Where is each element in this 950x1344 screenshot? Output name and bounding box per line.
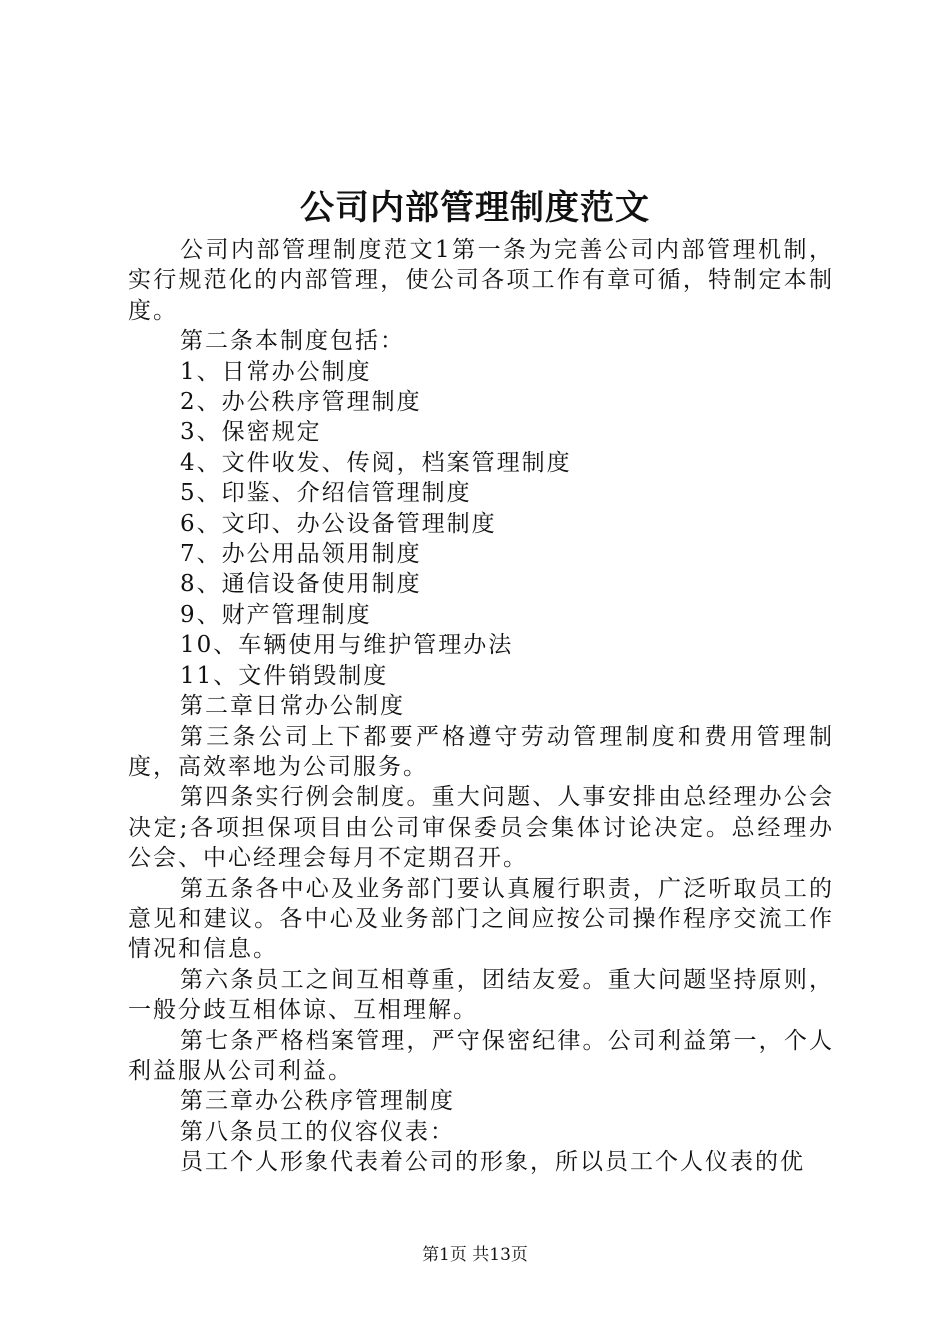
document-body (128, 235, 834, 1178)
paragraph: 第六条员工之间互相尊重，团结友爱。重大问题坚持原则，一般分歧互相体谅、互相理解。 (128, 966, 834, 1024)
paragraph: 员工个人形象代表着公司的形象，所以员工个人仪表的优 (180, 1149, 805, 1176)
paragraph: 第五条各中心及业务部门要认真履行职责，广泛听取员工的意见和建议。各中心及业务部门之间应按公司操作程序交流工作情况和信息。 (128, 875, 834, 963)
paragraph: 公司内部管理制度范文1第一条为完善公司内部管理机制，实行规范化的内部管理，使公司各项工作有章可循，特制定本制度。 (128, 237, 834, 324)
chapter-heading: 第三章办公秩序管理制度 (180, 1088, 455, 1115)
document-title: 公司内部管理制度范文 (300, 188, 650, 228)
paragraph: 第三条公司上下都要严格遵守劳动管理制度和费用管理制度，高效率地为公司服务。 (128, 723, 834, 780)
list-item: 10、车辆使用与维护管理办法 (180, 632, 514, 659)
paragraph: 第四条实行例会制度。重大问题、人事安排由总经理办公会决定;各项担保项目由公司审保委员会集体讨论决定。总经理办公会、中心经理会每月不定期召开。 (128, 784, 834, 872)
page-footer: 第1页 共13页 (422, 1245, 528, 1265)
list-item: 11、文件销毁制度 (180, 662, 389, 689)
list-item: 9、财产管理制度 (180, 601, 372, 628)
list-item: 8、通信设备使用制度 (180, 571, 422, 598)
list-item: 6、文印、办公设备管理制度 (180, 510, 497, 537)
list-item: 3、保密规定 (180, 419, 322, 446)
list-item: 5、印鉴、介绍信管理制度 (180, 480, 472, 507)
chapter-heading: 第二章日常办公制度 (180, 693, 405, 720)
list-item: 1、日常办公制度 (180, 358, 372, 385)
list-item: 2、办公秩序管理制度 (180, 389, 422, 416)
list-item: 4、文件收发、传阅，档案管理制度 (180, 449, 572, 476)
paragraph: 第七条严格档案管理，严守保密纪律。公司利益第一，个人利益服从公司利益。 (128, 1027, 834, 1084)
paragraph: 第八条员工的仪容仪表： (180, 1118, 455, 1145)
paragraph: 第二条本制度包括： (180, 328, 405, 355)
list-item: 7、办公用品领用制度 (180, 541, 422, 568)
